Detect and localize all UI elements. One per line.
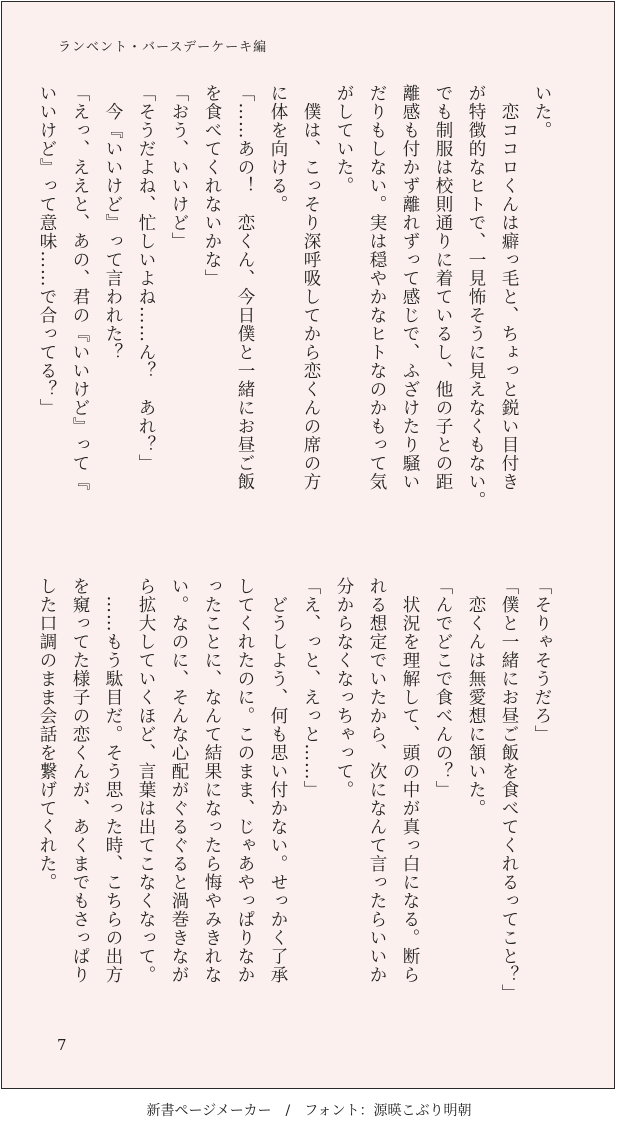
- text-line: 「おう、いいけど」: [169, 84, 189, 251]
- text-line: でも制服は校則通りに着ているし、他の子との距: [433, 84, 453, 491]
- text-line: 「そうだよね、忙しいよね……ん？ あれ？」: [136, 84, 156, 473]
- text-line: 僕は、こっそり深呼吸してから恋くんの席の方: [301, 84, 321, 491]
- running-head-title: ランベント・バースデーケーキ編: [58, 40, 268, 55]
- text-line: がしていた。: [334, 84, 354, 195]
- text-line: 分からなくなっちゃって。: [334, 577, 354, 799]
- text-line: した口調のまま会話を繋げてくれた。: [37, 577, 57, 892]
- text-line: 「僕と一緒にお昼ご飯を食べてくれるってこと？」: [499, 577, 519, 1003]
- text-line: してくれたのに。このまま、じゃあやっぱりなか: [235, 577, 255, 984]
- lower-text-block: [37, 577, 558, 1003]
- text-line: 状況を理解して、頭の中が真っ白になる。断ら: [400, 577, 420, 984]
- text-line: に体を向ける。: [268, 84, 288, 214]
- text-line: 「えっ、ええと、あの、君の『いいけど』って『: [70, 84, 90, 491]
- text-line: いいけど』って意味……で合ってる？」: [37, 84, 57, 417]
- text-line: 今『いいけど』って言われた？: [103, 84, 123, 362]
- text-line: 恋ココロくんは癖っ毛と、ちょっと鋭い目付き: [499, 84, 519, 491]
- book-page: [1, 1, 615, 1089]
- text-line: だりもしない。実は穏やかなヒトなのかもって気: [367, 84, 387, 491]
- text-line: いた。: [532, 84, 552, 140]
- generator-credit: 新書ページメーカー / フォント：源暎こぶり明朝: [146, 1103, 472, 1119]
- upper-text-block: [37, 84, 558, 529]
- text-line: が特徴的なヒトで、一見怖そうに見えなくもない。: [466, 84, 486, 510]
- text-line: どうしよう、何も思い付かない。せっかく了承: [268, 577, 288, 984]
- text-line: 「そりゃそうだろ」: [532, 577, 552, 744]
- text-line: ……もう駄目だ。そう思った時、こちらの出方: [103, 577, 123, 984]
- page-number: 7: [57, 1036, 67, 1054]
- text-line: ら拡大していくほど、言葉は出てこなくなって。: [136, 577, 156, 984]
- text-line: 離感も付かず離れずって感じで、ふざけたり騒い: [400, 84, 420, 491]
- text-line: 「え、っと、えっと……」: [301, 577, 321, 799]
- text-line: 「んでどこで食べんの？」: [433, 577, 453, 799]
- text-line: を窺ってた様子の恋くんが、あくまでもさっぱり: [70, 577, 90, 984]
- text-line: を食べてくれないかな」: [202, 84, 222, 288]
- text-line: 恋くんは無愛想に頷いた。: [466, 577, 486, 818]
- text-line: れる想定でいたから、次になんて言ったらいいか: [367, 577, 387, 984]
- text-line: い。なのに、そんな心配がぐるぐると渦巻きなが: [169, 577, 189, 984]
- text-line: 「……あの！ 恋くん、今日僕と一緒にお昼ご飯: [235, 84, 255, 491]
- text-line: ったことに、なんて結果になったら悔やみきれな: [202, 577, 222, 984]
